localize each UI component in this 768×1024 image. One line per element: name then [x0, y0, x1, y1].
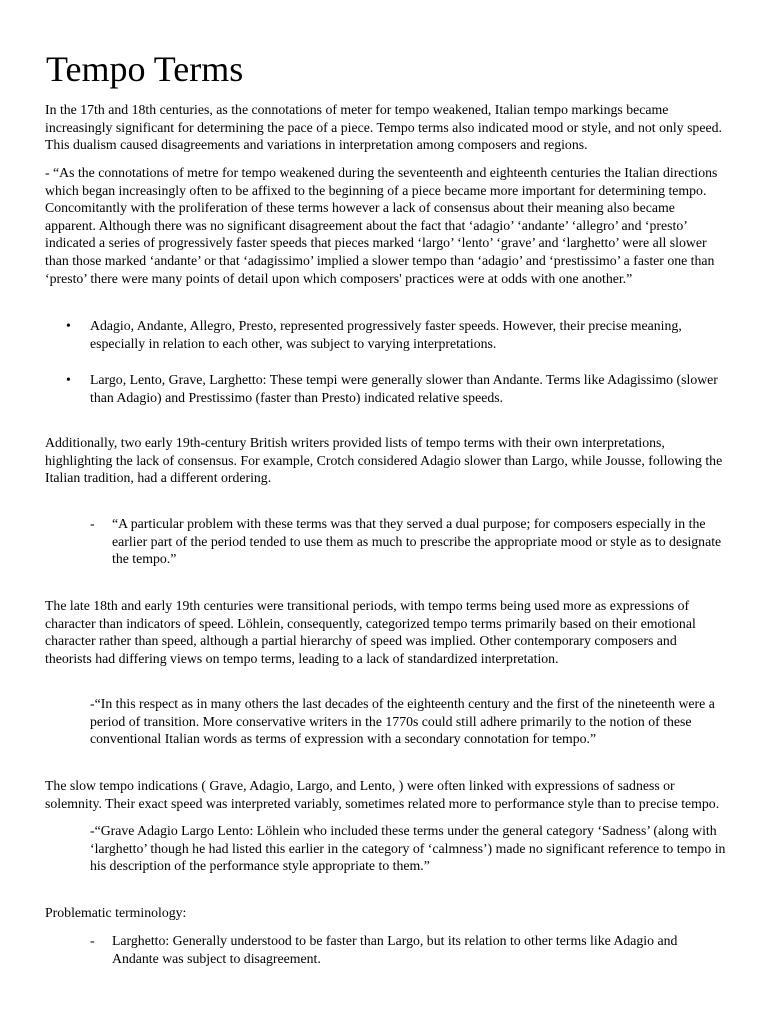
additional-paragraph: Additionally, two early 19th-century British writers provided lists of tempo terms with their own interpretations, highlighting the lack of consensus. For example, Crotch considered Adagio slower than Largo, while Jousse, following the Italian tradition, had a different ordering. — [45, 435, 723, 486]
transition-paragraph: The late 18th and early 19th centuries were transitional periods, with tempo terms being used more as expressions of character than indicators of speed. Löhlein, consequently, categorized tempo terms primarily based on their emotional character rather than speed, although a partial hierarchy of speed was implied. Other contemporary composers and theorists had differing views on tempo terms, leading to a lack of standardized interpretation. — [45, 598, 696, 666]
dash-quote-1 — [90, 515, 726, 568]
dash-item-larghetto — [90, 932, 726, 967]
bullet-marker: • — [66, 318, 71, 333]
bullet-text: Adagio, Andante, Allegro, Presto, represented progressively faster speeds. However, their precise meaning, especially in relation to each other, was subject to varying interpretations. — [90, 318, 682, 351]
intro-paragraph: In the 17th and 18th centuries, as the connotations of meter for tempo weakened, Italian tempo markings became increasingly significant for determining the pace of a piece. Tempo terms also indicated mood or style, and not only speed. This dualism caused disagreements and variations in interpretation among composers and regions. — [45, 102, 722, 153]
page-title: Tempo Terms — [46, 49, 244, 89]
dash-text: Larghetto: Generally understood to be faster than Largo, but its relation to other terms like Adagio and Andante was subject to disagreement. — [112, 933, 678, 966]
quote-paragraph-3: -“Grave Adagio Largo Lento: Löhlein who included these terms under the general category ‘Sadness’ (along with ‘larghetto’ though he had listed this earlier in the category of ‘calmness’) made no significant reference to tempo in his description of the performance style appropriate to them.” — [90, 823, 726, 874]
quote-paragraph-2: -“In this respect as in many others the last decades of the eighteenth century and the first of the nineteenth were a period of transition. More conservative writers in the 1770s could still adhere primarily to the notion of these conventional Italian words as terms of expression with a secondary connotation for tempo.” — [90, 696, 715, 747]
bullet-marker: • — [66, 372, 71, 387]
dash-text: “A particular problem with these terms was that they served a dual purpose; for composers especially in the earlier part of the period tended to use them as much to prescribe the appropriate mood or style as to designate the tempo.” — [112, 516, 722, 567]
problematic-heading: Problematic terminology: — [45, 905, 187, 920]
quote-paragraph-1: - “As the connotations of metre for tempo weakened during the seventeenth and eighteenth centuries the Italian directions which began increasingly often to be affixed to the beginning of a piece became more important for determining tempo. Concomitantly with the proliferation of these terms however a lack of consensus about their meaning also became apparent. Although there was no significant disagreement about the fact that ‘adagio’ ‘andante’ ‘allegro’ and ‘presto’ indicated a series of progressively faster speeds that pieces marked ‘largo’ ‘lento’ ‘grave’ and ‘larghetto’ were all slower than those marked ‘andante’ or that ‘adagissimo’ implied a slower tempo than ‘adagio’ and ‘prestissimo’ a faster one than ‘presto’ there were many points of detail upon which composers' practices were at odds with one another.” — [45, 165, 718, 286]
dash-marker: - — [90, 516, 95, 531]
dash-marker: - — [90, 933, 95, 948]
bullet-text: Largo, Lento, Grave, Larghetto: These tempi were generally slower than Andante. Terms like Adagissimo (slower than Adagio) and Prestissimo (faster than Presto) indicated relative speeds. — [90, 372, 718, 405]
bullet-item-2 — [66, 371, 730, 406]
slow-tempo-paragraph: The slow tempo indications ( Grave, Adagio, Largo, and Lento, ) were often linked with expressions of sadness or solemnity. Their exact speed was interpreted variably, sometimes related more to performance style than to precise tempo. — [45, 778, 720, 811]
bullet-item-1 — [66, 317, 730, 352]
